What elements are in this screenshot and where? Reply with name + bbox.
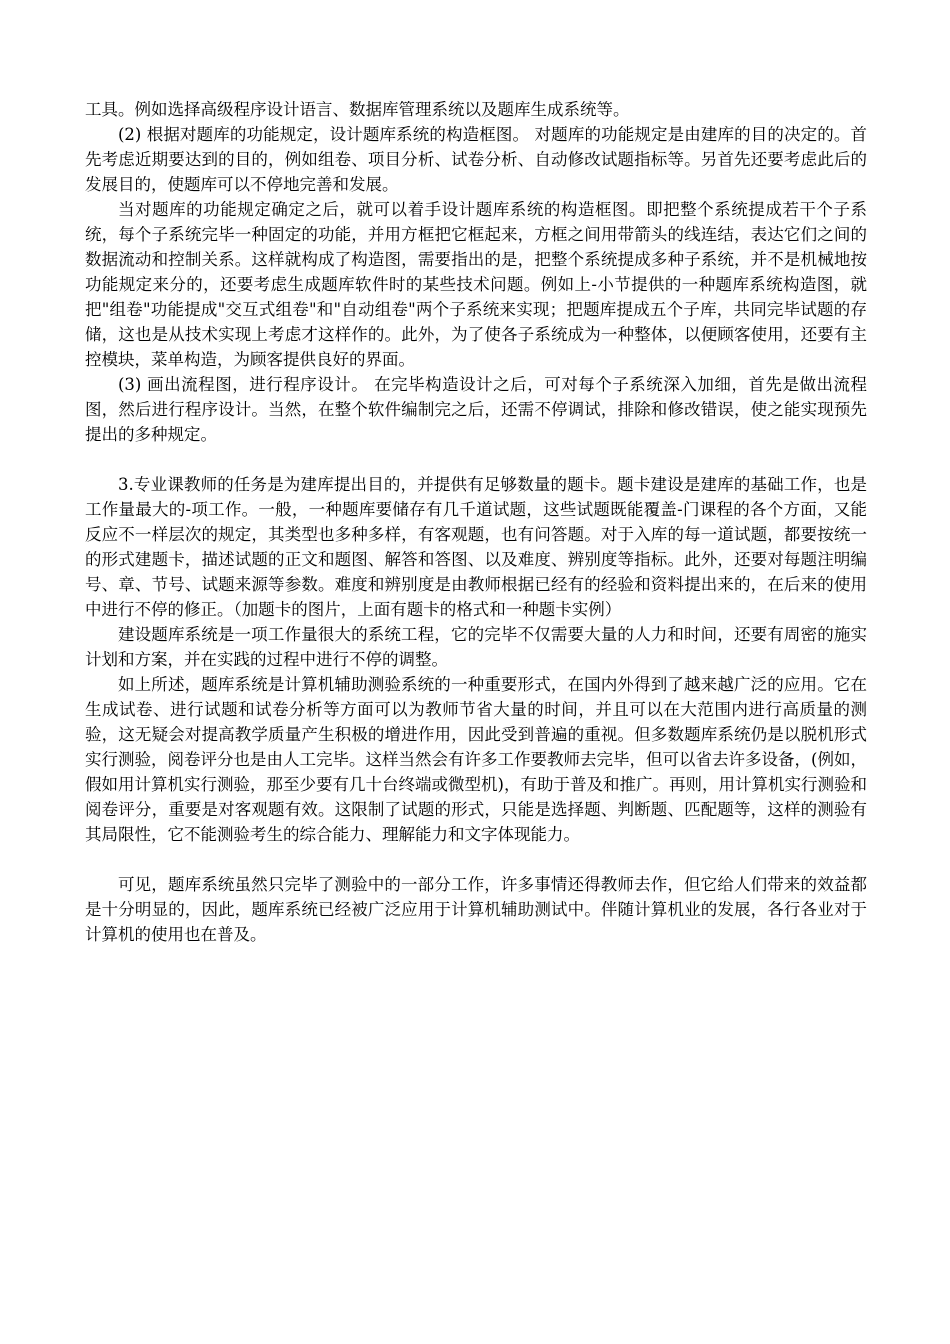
- paragraph-summary: 如上所述，题库系统是计算机辅助测验系统的一种重要形式，在国内外得到了越来越广泛的应用。它在生成试卷、进行试题和试卷分析等方面可以为教师节省大量的时间，并且可以在大范围内进行高质量的测验，这无疑会对提高教学质量产生积极的增进作用，因此受到普遍的重视。但多数题库系统仍是以脱机形式实行测验，阅卷评分也是由人工完毕。这样当然会有许多工作要教师去完毕，但可以省去许多设备，(例如，假如用计算机实行测验，那至少要有几十台终端或微型机)，有助于普及和推广。再则，用计算机实行测验和阅卷评分，重要是对客观题有效。这限制了试题的形式，只能是选择题、判断题、匹配题等，这样的测验有其局限性，它不能测验考生的综合能力、理解能力和文字体现能力。: [85, 675, 867, 844]
- paragraph-continuation: 工具。例如选择高级程序设计语言、数据库管理系统以及题库生成系统等。: [85, 100, 630, 119]
- paragraph-structure-diagram: 当对题库的功能规定确定之后，就可以着手设计题库系统的构造框图。即把整个系统提成若干个子系统，每个子系统完毕一种固定的功能，并用方框把它框起来，方框之间用带箭头的线连结，表达它们之间的数据流动和控制关系。这样就构成了构造图，需要指出的是，把整个系统提成多种子系统，并不是机械地按功能规定来分的，还要考虑生成题库软件时的某些技术问题。例如上-小节提供的一种题库系统构造图，就把"组卷"功能提成"交互式组卷"和"自动组卷"两个子系统来实现；把题库提成五个子库，共同完毕试题的存储，这也是从技术实现上考虑才这样作的。此外，为了使各子系统成为一种整体，以便顾客使用，还要有主控模块，菜单构造，为顾客提供良好的界面。: [85, 200, 867, 369]
- paragraph-conclusion: 可见，题库系统虽然只完毕了测验中的一部分工作，许多事情还得教师去作，但它给人们带来的效益都是十分明显的，因此，题库系统已经被广泛应用于计算机辅助测试中。伴随计算机业的发展，各行各业对于计算机的使用也在普及。: [85, 875, 867, 944]
- paragraph-teacher-task: 3.专业课教师的任务是为建库提出目的，并提供有足够数量的题卡。题卡建设是建库的基础工作，也是工作量最大的-项工作。一般，一种题库要储存有几千道试题，这些试题既能覆盖-门课程的各个方面，又能反应不一样层次的规定，其类型也多种多样，有客观题，也有问答题。对于入库的每一道试题，都要按统一的形式建题卡，描述试题的正文和题图、解答和答图、以及难度、辨别度等指标。此外，还要对每题注明编号、章、节号、试题来源等参数。难度和辨别度是由教师根据已经有的经验和资料提出来的，在后来的使用中进行不停的修正。（加题卡的图片，上面有题卡的格式和一种题卡实例）: [85, 475, 867, 619]
- paragraph-step-3: (3) 画出流程图，进行程序设计。 在完毕构造设计之后，可对每个子系统深入加细，首先是做出流程图，然后进行程序设计。当然，在整个软件编制完之后，还需不停调试，排除和修改错误，使之能实现预先提出的多种规定。: [85, 375, 867, 444]
- paragraph-system-engineering: 建设题库系统是一项工作量很大的系统工程，它的完毕不仅需要大量的人力和时间，还要有周密的施实计划和方案，并在实践的过程中进行不停的调整。: [85, 625, 867, 669]
- paragraph-step-2: (2) 根据对题库的功能规定，设计题库系统的构造框图。 对题库的功能规定是由建库的目的决定的。首先考虑近期要达到的目的，例如组卷、项目分析、试卷分析、自动修改试题指标等。另首先还要考虑此后的发展目的，使题库可以不停地完善和发展。: [85, 125, 867, 194]
- document-body: [85, 97, 867, 947]
